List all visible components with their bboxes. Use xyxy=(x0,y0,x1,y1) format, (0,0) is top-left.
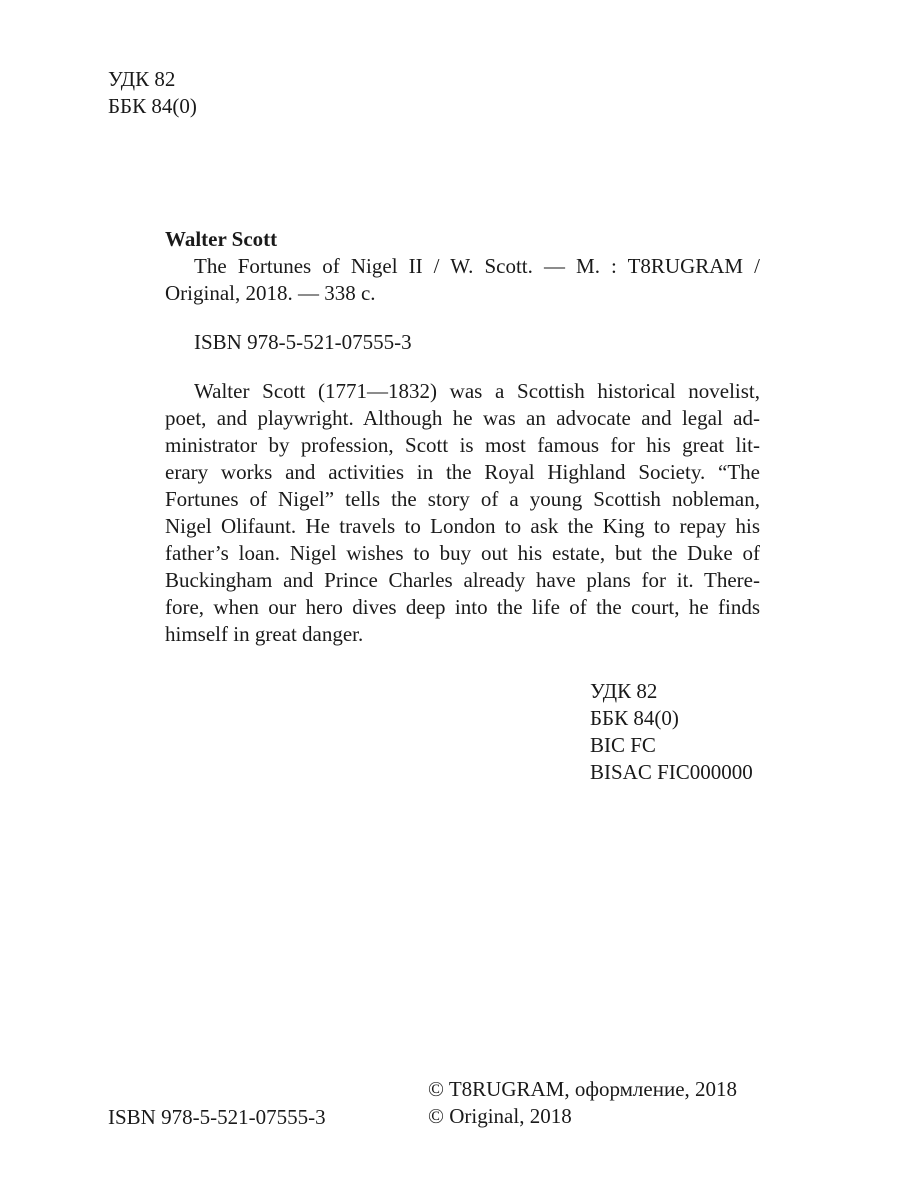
annotation-line: poet, and playwright. Although he was an advocate and legal ad- xyxy=(165,406,760,430)
bibliographic-entry-line-1: The Fortunes of Nigel II / W. Scott. — M. : T8RUGRAM / xyxy=(194,254,760,278)
top-classification xyxy=(108,66,197,120)
author-name: Walter Scott xyxy=(165,227,278,251)
copyright-original: © Original, 2018 xyxy=(428,1104,572,1128)
annotation-line: fore, when our hero dives deep into the life of the court, he finds xyxy=(165,595,760,619)
annotation-line: father’s loan. Nigel wishes to buy out his estate, but the Duke of xyxy=(165,541,760,565)
udk-code: УДК 82 xyxy=(108,67,176,91)
annotation-line: Fortunes of Nigel” tells the story of a young Scottish nobleman, xyxy=(165,487,760,511)
footer-isbn xyxy=(108,1104,326,1131)
annotation-line: Walter Scott (1771—1832) was a Scottish historical novelist, xyxy=(194,379,760,403)
annotation-line: Nigel Olifaunt. He travels to London to ask the King to repay his xyxy=(165,514,760,538)
annotation-line: ministrator by profession, Scott is most famous for his great lit- xyxy=(165,433,760,457)
isbn-number: ISBN 978-5-521-07555-3 xyxy=(108,1105,326,1129)
annotation-line: erary works and activities in the Royal Highland Society. “The xyxy=(165,460,760,484)
isbn-number: ISBN 978-5-521-07555-3 xyxy=(194,330,412,354)
bbk-code: ББК 84(0) xyxy=(108,94,197,118)
bic-code: BIC FC xyxy=(590,733,656,757)
annotation-line: Buckingham and Prince Charles already have plans for it. There- xyxy=(165,568,760,592)
bbk-code: ББК 84(0) xyxy=(590,706,679,730)
udk-code: УДК 82 xyxy=(590,679,658,703)
copyright-block xyxy=(428,1076,737,1130)
copyright-publisher: © T8RUGRAM, оформление, 2018 xyxy=(428,1077,738,1101)
bisac-code: BISAC FIC000000 xyxy=(590,760,753,784)
annotation-paragraph xyxy=(165,378,760,648)
right-classification xyxy=(590,678,753,786)
annotation-line: himself in great danger. xyxy=(165,622,364,646)
bibliographic-entry-line-2: Original, 2018. — 338 c. xyxy=(165,281,376,305)
bibliographic-record xyxy=(165,226,760,648)
